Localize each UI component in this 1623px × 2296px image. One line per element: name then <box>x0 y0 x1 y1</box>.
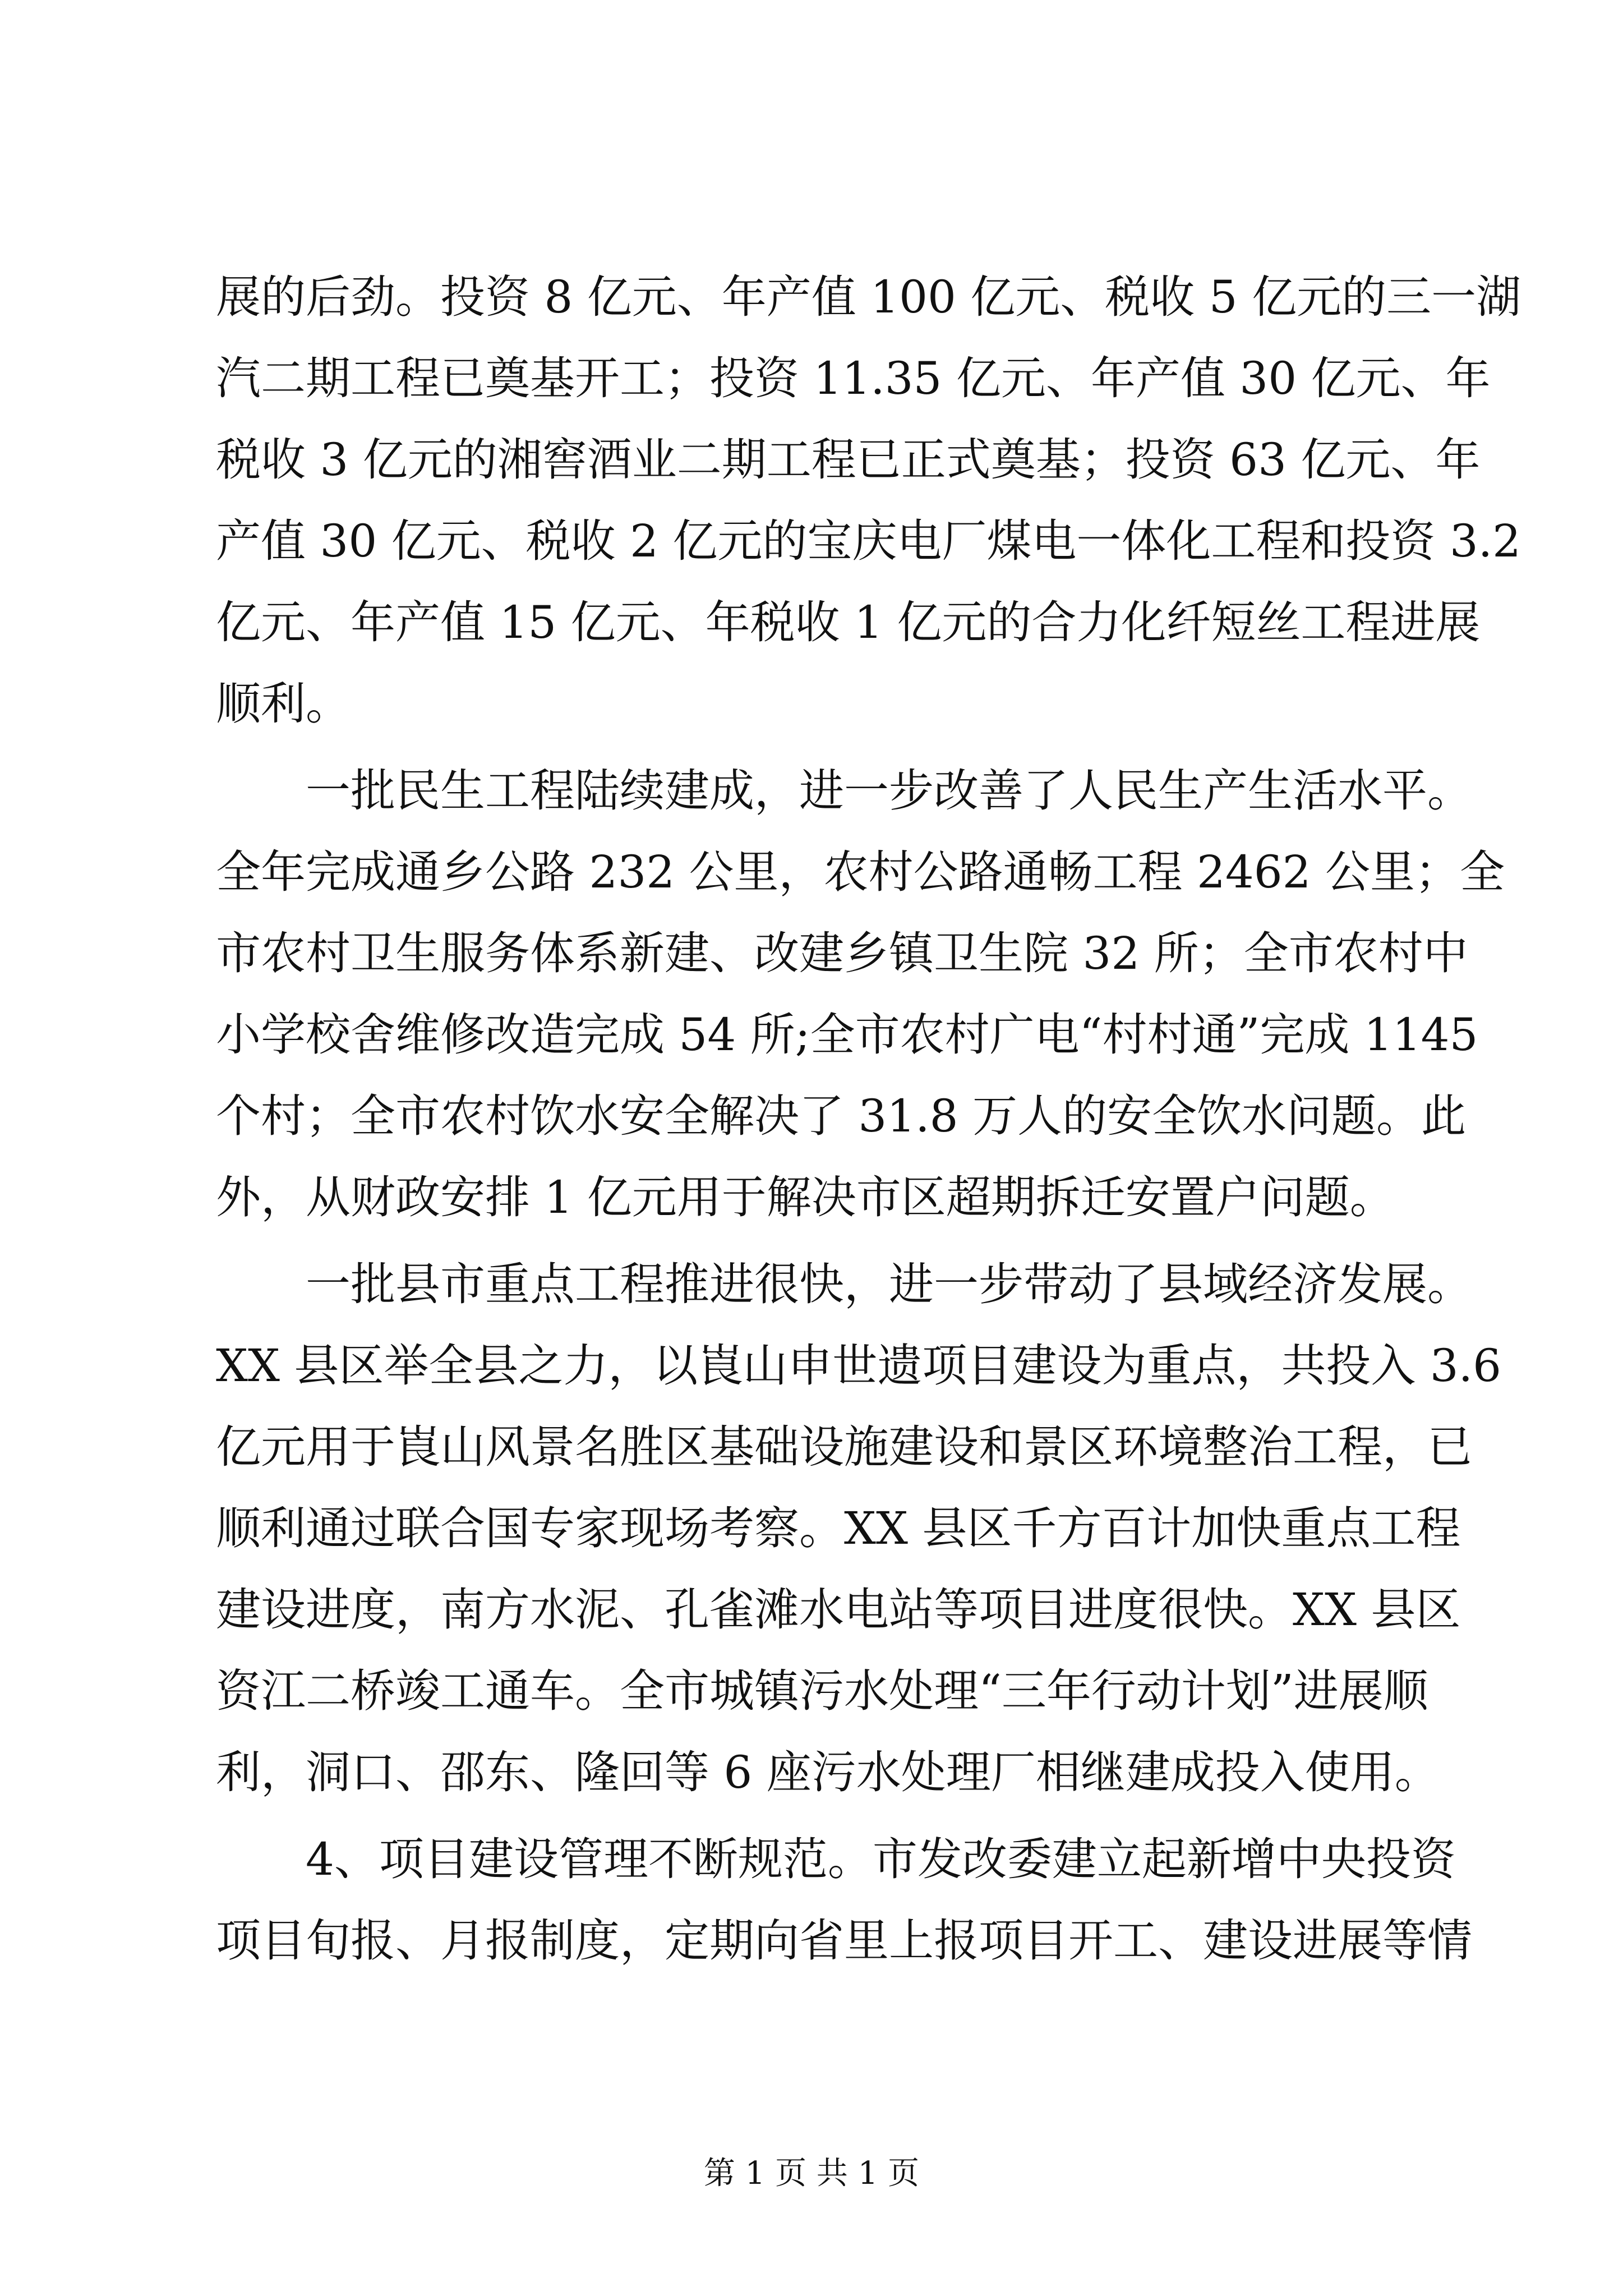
text-line: 建设进度，南方水泥、孔雀滩水电站等项目进度很快。XX 县区 <box>216 1584 1461 1636</box>
text-line: 市农村卫生服务体系新建、改建乡镇卫生院 32 所；全市农村中 <box>216 927 1468 979</box>
text-line: XX 县区举全县之力，以崀山申世遗项目建设为重点，共投入 3.6 <box>216 1340 1501 1392</box>
page-footer: 第 1 页 共 1 页 <box>703 2155 920 2192</box>
text-line: 一批民生工程陆续建成，进一步改善了人民生产生活水平。 <box>216 765 1472 817</box>
text-line: 利，洞口、邵东、隆回等 6 座污水处理厂相继建成投入使用。 <box>216 1746 1440 1798</box>
text-line: 一批县市重点工程推进很快，进一步带动了县域经济发展。 <box>216 1258 1472 1310</box>
text-line: 税收 3 亿元的湘窖酒业二期工程已正式奠基；投资 63 亿元、年 <box>216 434 1481 486</box>
text-line: 个村；全市农村饮水安全解决了 31.8 万人的安全饮水问题。此 <box>216 1090 1466 1142</box>
text-line: 项目旬报、月报制度，定期向省里上报项目开工、建设进展等情 <box>216 1915 1472 1967</box>
text-line: 汽二期工程已奠基开工；投资 11.35 亿元、年产值 30 亿元、年 <box>216 352 1491 404</box>
text-line: 外，从财政安排 1 亿元用于解决市区超期拆迁安置户问题。 <box>216 1171 1395 1223</box>
text-line: 亿元用于崀山风景名胜区基础设施建设和景区环境整治工程，已 <box>216 1421 1472 1473</box>
text-line: 产值 30 亿元、税收 2 亿元的宝庆电厂煤电一体化工程和投资 3.2 <box>216 515 1521 567</box>
text-line: 资江二桥竣工通车。全市城镇污水处理“三年行动计划”进展顺 <box>216 1665 1428 1717</box>
text-line: 全年完成通乡公路 232 公里，农村公路通畅工程 2462 公里；全 <box>216 846 1505 898</box>
text-line: 亿元、年产值 15 亿元、年税收 1 亿元的合力化纤短丝工程进展 <box>216 596 1481 648</box>
text-line: 展的后劲。投资 8 亿元、年产值 100 亿元、税收 5 亿元的三一湖 <box>216 271 1521 323</box>
text-line: 4、项目建设管理不断规范。市发改委建立起新增中央投资 <box>216 1833 1456 1885</box>
text-line: 顺利。 <box>216 678 351 730</box>
text-line: 顺利通过联合国专家现场考察。XX 县区千方百计加快重点工程 <box>216 1502 1461 1554</box>
text-line: 小学校舍维修改造完成 54 所;全市农村广电“村村通”完成 1145 <box>216 1009 1478 1061</box>
